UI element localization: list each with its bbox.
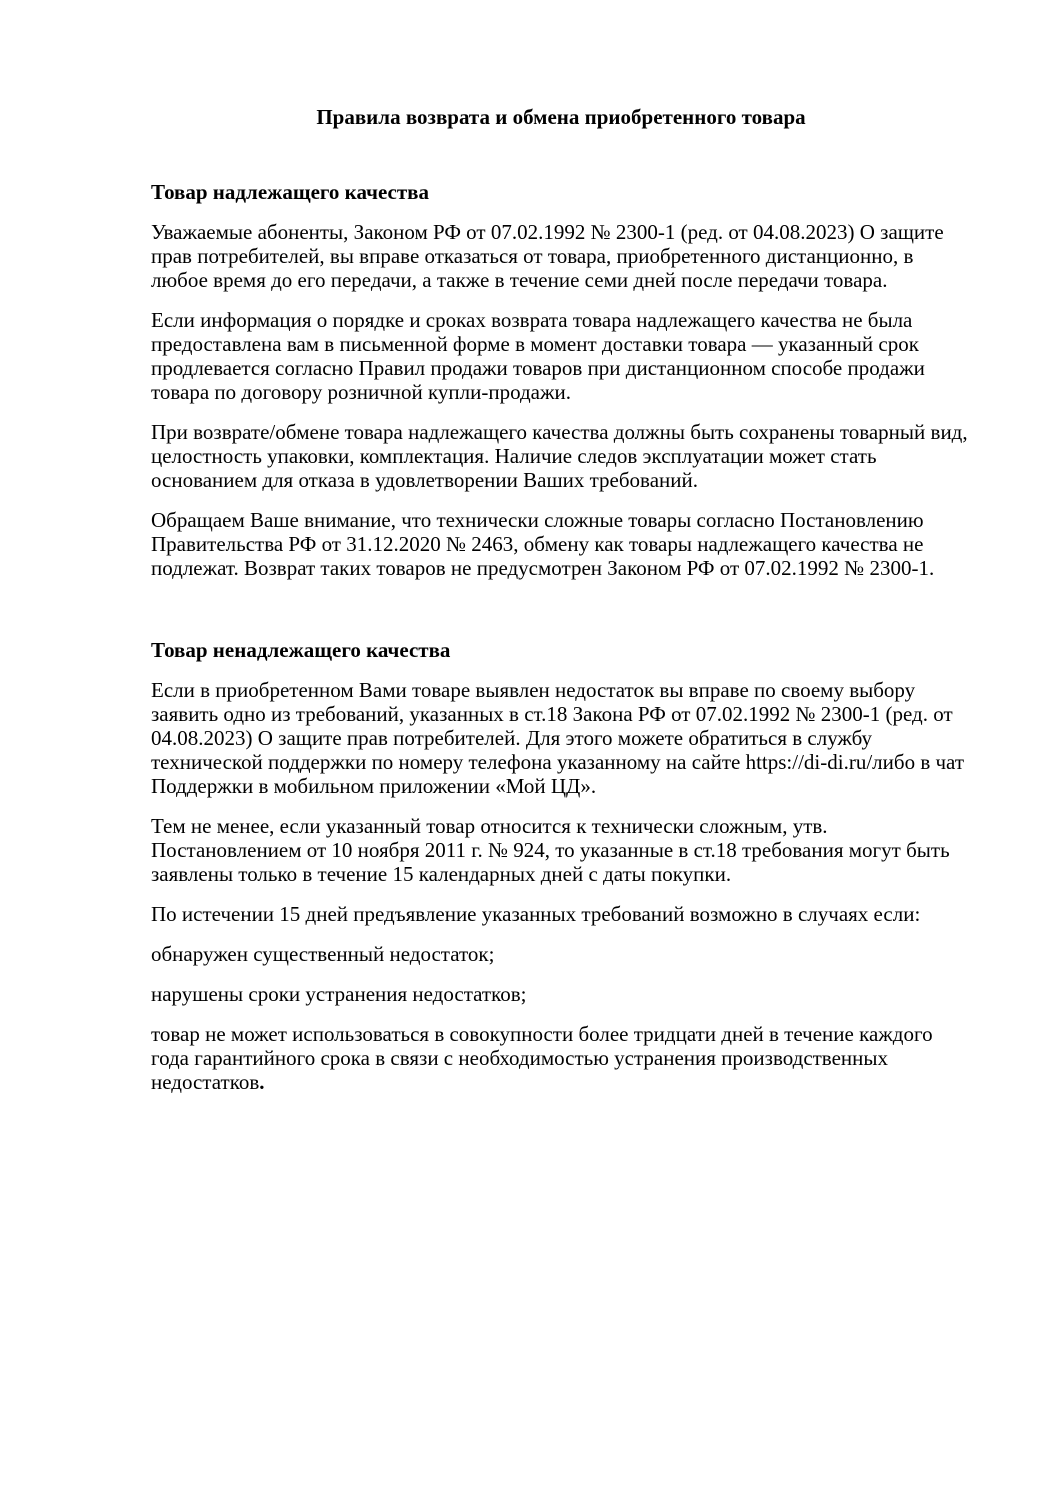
paragraph-return-period-extension: Если информация о порядке и сроках возврата товара надлежащего качества не была предоставлена вам в письменной форме в момент доставки товара — указанный срок продлевается согласно Правил продажи товаров при дистанционном способе продажи товара по договору розничной купли-продажи. <box>151 308 925 404</box>
section-heading-proper-quality: Товар надлежащего качества <box>151 180 430 204</box>
paragraph-case-repair-deadline-violated: нарушены сроки устранения недостатков; <box>151 982 527 1006</box>
paragraph-text: товар не может использоваться в совокупности более тридцати дней в течение каждого года гарантийного срока в связи с необходимостью устранения производственных недостатков <box>151 1022 933 1094</box>
paragraph-case-significant-defect: обнаружен существенный недостаток; <box>151 942 495 966</box>
bold-trailing-period: . <box>259 1070 265 1094</box>
paragraph-after-15-days-cases: По истечении 15 дней предъявление указанных требований возможно в случаях если: <box>151 902 921 926</box>
paragraph-defect-claims: Если в приобретенном Вами товаре выявлен недостаток вы вправе по своему выбору заявить одно из требований, указанных в ст.18 Закона РФ от 07.02.1992 № 2300-1 (ред. от 04.08.2023) О защите прав потребителей. Для этого можете обратиться в службу технической поддержки по номеру телефона указанному на сайте https://di-di.ru/либо в чат Поддержки в мобильном приложении «Мой ЦД». <box>151 678 965 798</box>
paragraph-case-thirty-days-unusable <box>151 1022 971 1094</box>
paragraph-technically-complex-goods: Обращаем Ваше внимание, что технически сложные товары согласно Постановлению Правительства РФ от 31.12.2020 № 2463, обмену как товары надлежащего качества не подлежат. Возврат таких товаров не предусмотрен Законом РФ от 07.02.1992 № 2300-1. <box>151 508 935 580</box>
paragraph-distance-purchase-refusal: Уважаемые абоненты, Законом РФ от 07.02.1992 № 2300-1 (ред. от 04.08.2023) О защите прав потребителей, вы вправе отказаться от товара, приобретенного дистанционно, в любое время до его передачи, а также в течение семи дней после передачи товара. <box>151 220 944 292</box>
section-heading-improper-quality: Товар ненадлежащего качества <box>151 638 451 662</box>
paragraph-15-day-limit: Тем не менее, если указанный товар относится к технически сложным, утв. Постановлением от 10 ноября 2011 г. № 924, то указанные в ст.18 требования могут быть заявлены только в течение 15 календарных дней с даты покупки. <box>151 814 950 886</box>
document-title: Правила возврата и обмена приобретенного товара <box>316 105 806 129</box>
paragraph-condition-requirements: При возврате/обмене товара надлежащего качества должны быть сохранены товарный вид, целостность упаковки, комплектация. Наличие следов эксплуатации может стать основанием для отказа в удовлетворении Ваших требований. <box>151 420 968 492</box>
